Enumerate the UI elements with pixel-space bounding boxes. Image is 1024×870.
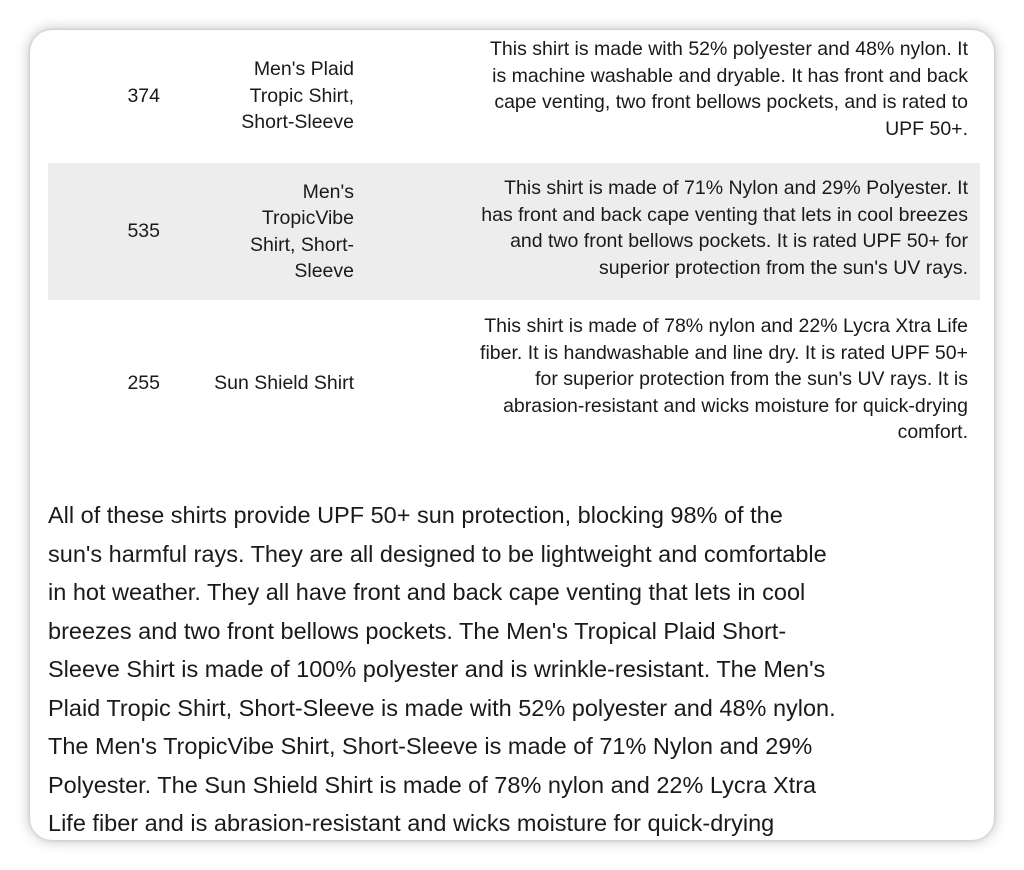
response-card: [30, 30, 994, 840]
product-description: This shirt is made with 52% polyester and 48% nylon. It is machine washable and dryable. It has front and back cape venting, two front bellows pockets, and is rated to UPF 50+.: [490, 38, 968, 140]
product-id: 535: [127, 220, 160, 243]
table-row: [48, 313, 980, 453]
product-description: This shirt is made of 71% Nylon and 29% Polyester. It has front and back cape venting that lets in cool breezes and two front bellows pockets. It is rated UPF 50+ for superior protection from the sun's UV rays.: [481, 177, 968, 279]
product-name: Men's TropicVibe Shirt, Short- Sleeve: [249, 180, 354, 282]
product-description: This shirt is made of 78% nylon and 22% Lycra Xtra Life fiber. It is handwashable and line dry. It is rated UPF 50+ for superior protection from the sun's UV rays. It is abrasion-resistant and wicks moisture for quick-drying comfort.: [480, 315, 968, 443]
product-id: 255: [127, 371, 160, 394]
product-id: 374: [127, 84, 160, 107]
table-row: [48, 163, 980, 300]
product-name: Men's Plaid Tropic Shirt, Short-Sleeve: [241, 58, 354, 134]
summary-paragraph: All of these shirts provide UPF 50+ sun protection, blocking 98% of the sun's harmful rays. They are all designed to be lightweight and comfortable in hot weather. They all have front and back cape venting that lets in cool breezes and two front bellows pockets. The Men's Tropical Plaid Short- Sleeve Shirt is made of 100% polyester and is wrinkle-resistant. The Men's Plaid Tropic Shirt, Short-Sleeve is made with 52% polyester and 48% nylon. The Men's TropicVibe Shirt, Short-Sleeve is made of 71% Nylon and 29% Polyester. The Sun Shield Shirt is made of 78% nylon and 22% Lycra Xtra Life fiber and is abrasion-resistant and wicks moisture for quick-drying: [48, 502, 836, 836]
table-row: [48, 36, 980, 156]
product-name: Sun Shield Shirt: [214, 371, 354, 394]
